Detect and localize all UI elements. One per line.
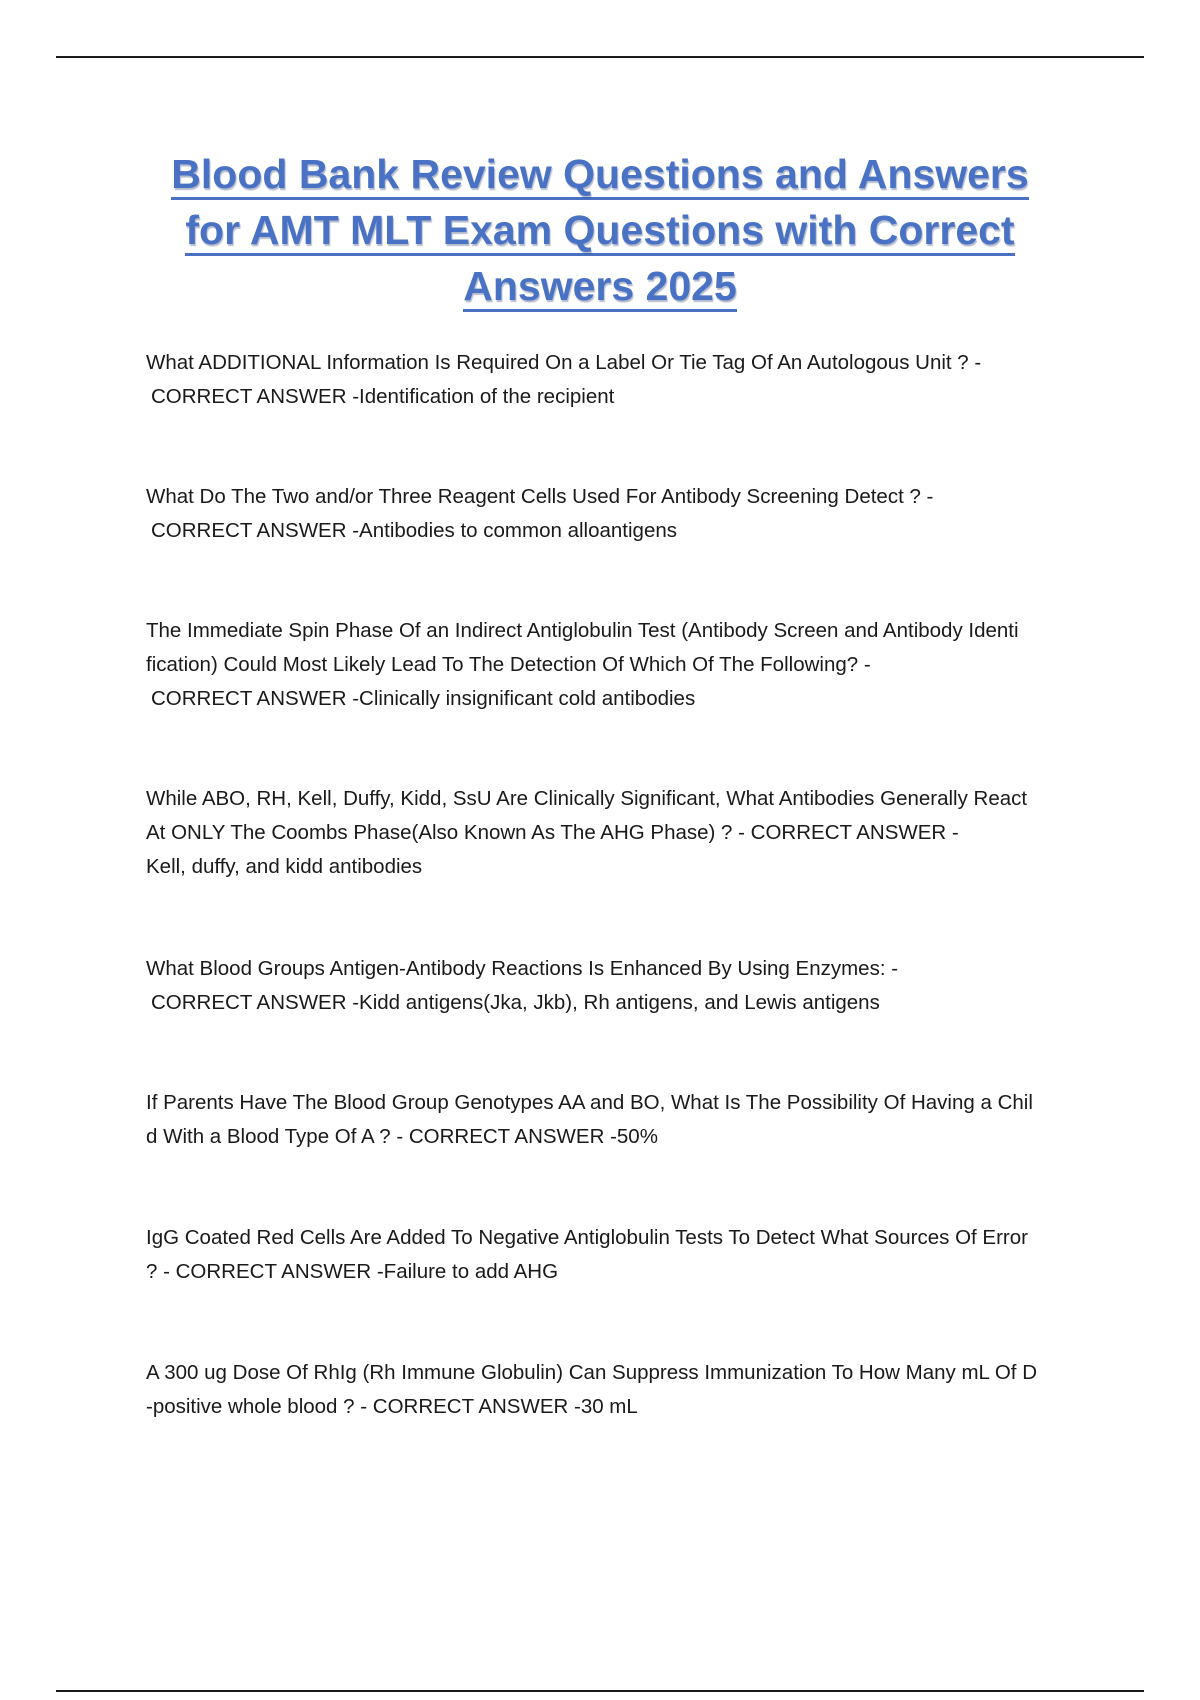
qa-item-5 [146, 952, 1086, 1020]
question-text: What Blood Groups Antigen-Antibody Reactions Is Enhanced By Using Enzymes: - [146, 957, 899, 980]
qa-item-8 [146, 1356, 1086, 1424]
answer-text: CORRECT ANSWER -Kidd antigens(Jka, Jkb), Rh antigens, and Lewis antigens [151, 991, 880, 1014]
question-text: While ABO, RH, Kell, Duffy, Kidd, SsU Are Clinically Significant, What Antibodies Generally React [146, 787, 1028, 810]
qa-item-3 [146, 614, 1086, 716]
qa-item-1 [146, 346, 1086, 414]
question-text: If Parents Have The Blood Group Genotypes AA and BO, What Is The Possibility Of Having a Chil [146, 1091, 1033, 1114]
question-text: The Immediate Spin Phase Of an Indirect Antiglobulin Test (Antibody Screen and Antibody Identi [146, 619, 1019, 642]
question-text: At ONLY The Coombs Phase(Also Known As The AHG Phase) ? - CORRECT ANSWER - [146, 821, 959, 844]
qa-item-2 [146, 480, 1086, 548]
question-text: fication) Could Most Likely Lead To The Detection Of Which Of The Following? - [146, 653, 871, 676]
answer-text: CORRECT ANSWER -Identification of the recipient [151, 385, 615, 408]
answer-text: CORRECT ANSWER -Clinically insignificant cold antibodies [151, 687, 696, 710]
answer-text: -positive whole blood ? - CORRECT ANSWER -30 mL [146, 1395, 638, 1418]
qa-item-7 [146, 1221, 1086, 1289]
qa-item-6 [146, 1086, 1086, 1154]
bottom-rule [56, 1690, 1144, 1692]
document-title [120, 146, 1080, 314]
question-text: IgG Coated Red Cells Are Added To Negative Antiglobulin Tests To Detect What Sources Of Error [146, 1226, 1028, 1249]
answer-text: Kell, duffy, and kidd antibodies [146, 855, 423, 878]
answer-text: CORRECT ANSWER -Antibodies to common alloantigens [151, 519, 677, 542]
top-rule [56, 56, 1144, 58]
title-line-2: for AMT MLT Exam Questions with Correct [185, 207, 1014, 256]
qa-item-4 [146, 782, 1086, 884]
question-text: What Do The Two and/or Three Reagent Cells Used For Antibody Screening Detect ? - [146, 485, 934, 508]
question-text: What ADDITIONAL Information Is Required On a Label Or Tie Tag Of An Autologous Unit ? - [146, 351, 982, 374]
title-line-1: Blood Bank Review Questions and Answers [171, 151, 1028, 200]
answer-text: ? - CORRECT ANSWER -Failure to add AHG [146, 1260, 559, 1283]
question-text: A 300 ug Dose Of RhIg (Rh Immune Globulin) Can Suppress Immunization To How Many mL Of D [146, 1361, 1037, 1384]
answer-text: d With a Blood Type Of A ? - CORRECT ANSWER -50% [146, 1125, 658, 1148]
title-line-3: Answers 2025 [463, 263, 737, 312]
